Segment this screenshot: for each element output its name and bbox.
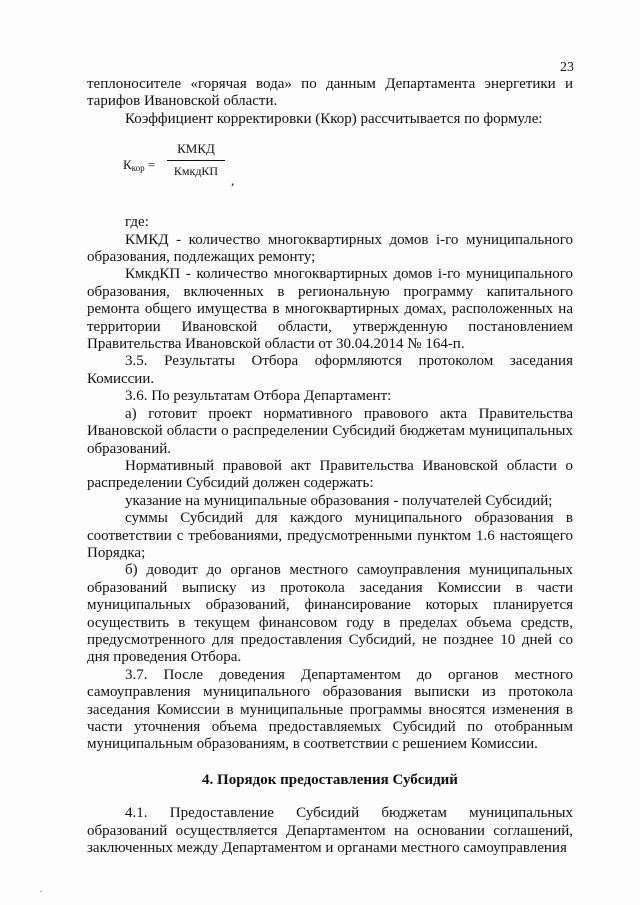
- paragraph-3-7: 3.7. После доведения Департаментом до органов местного самоуправления муниципального образования выписки из протокола заседания Комиссии в муниципальные программы вносятся изменения в части уточнения объема предоставляемых Субсидий по отобранным муниципальным образованиям, в соответствии с решением Комиссии.: [87, 666, 573, 753]
- section-heading-4: 4. Порядок предоставления Субсидий: [202, 771, 458, 788]
- paragraph-3-6-a: а) готовит проект нормативного правового акта Правительства Ивановской области о распределении Субсидий бюджетам муниципальных образований.: [87, 405, 573, 457]
- scan-mark: .: [40, 885, 42, 894]
- paragraph-3-6: 3.6. По результатам Отбора Департамент:: [125, 388, 392, 405]
- formula-comma: ,: [231, 173, 235, 189]
- document-body: [87, 76, 573, 857]
- formula-denominator: КмкдКП: [173, 163, 219, 178]
- formula-kkor: [123, 140, 573, 200]
- paragraph-where: где:: [125, 214, 149, 231]
- paragraph-3-6-b: б) доводит до органов местного самоуправления муниципальных образований выписку из протокола заседания Комиссии в части муниципальных образований, финансирование которых планируется осуществить в текущем финансовом году в пределах объема средств, предусмотренного для предоставления Субсидий, не позднее 10 дней со дня проведения Отбора.: [87, 562, 573, 666]
- paragraph-3-5: 3.5. Результаты Отбора оформляются протоколом заседания Комиссии.: [87, 353, 573, 387]
- paragraph-legal-act: Нормативный правовой акт Правительства Ивановской области о распределении Субсидий должен содержать:: [87, 457, 573, 492]
- definition-kmkdkp: КмкдКП - количество многоквартирных домов i-го муниципального образования, включенных в региональную программу капитального ремонта общего имущества в многоквартирных домах, расположенных на территории Ивановской области, утвержденную постановлением Правительства Ивановской области от 30.04.2014 № 164-п.: [87, 266, 573, 353]
- paragraph-coefficient-intro: Коэффициент корректировки (Ккор) рассчитывается по формуле:: [125, 110, 543, 127]
- paragraph-4-1: 4.1. Предоставление Субсидий бюджетам муниципальных образований осуществляется Департаментом на основании соглашений, заключенных между Департаментом и органами местного самоуправления: [87, 805, 573, 857]
- formula-numerator: КМКД: [167, 140, 225, 160]
- formula-lhs: $К_{кор}$ =: [123, 157, 156, 174]
- formula-fraction: [167, 140, 225, 180]
- paragraph-indication: указание на муниципальные образования - получателей Субсидий;: [125, 492, 553, 509]
- paragraph-heat-carrier: теплоносителе «горячая вода» по данным Департамента энергетики и тарифов Ивановской области.: [87, 76, 573, 110]
- definition-kmkd: КМКД - количество многоквартирных домов i-го муниципального образования, подлежащих ремонту;: [87, 231, 573, 266]
- paragraph-amounts: суммы Субсидий для каждого муниципального образования в соответствии с требованиями, предусмотренными пунктом 1.6 настоящего Порядка;: [87, 510, 573, 561]
- page-number: 23: [560, 60, 574, 75]
